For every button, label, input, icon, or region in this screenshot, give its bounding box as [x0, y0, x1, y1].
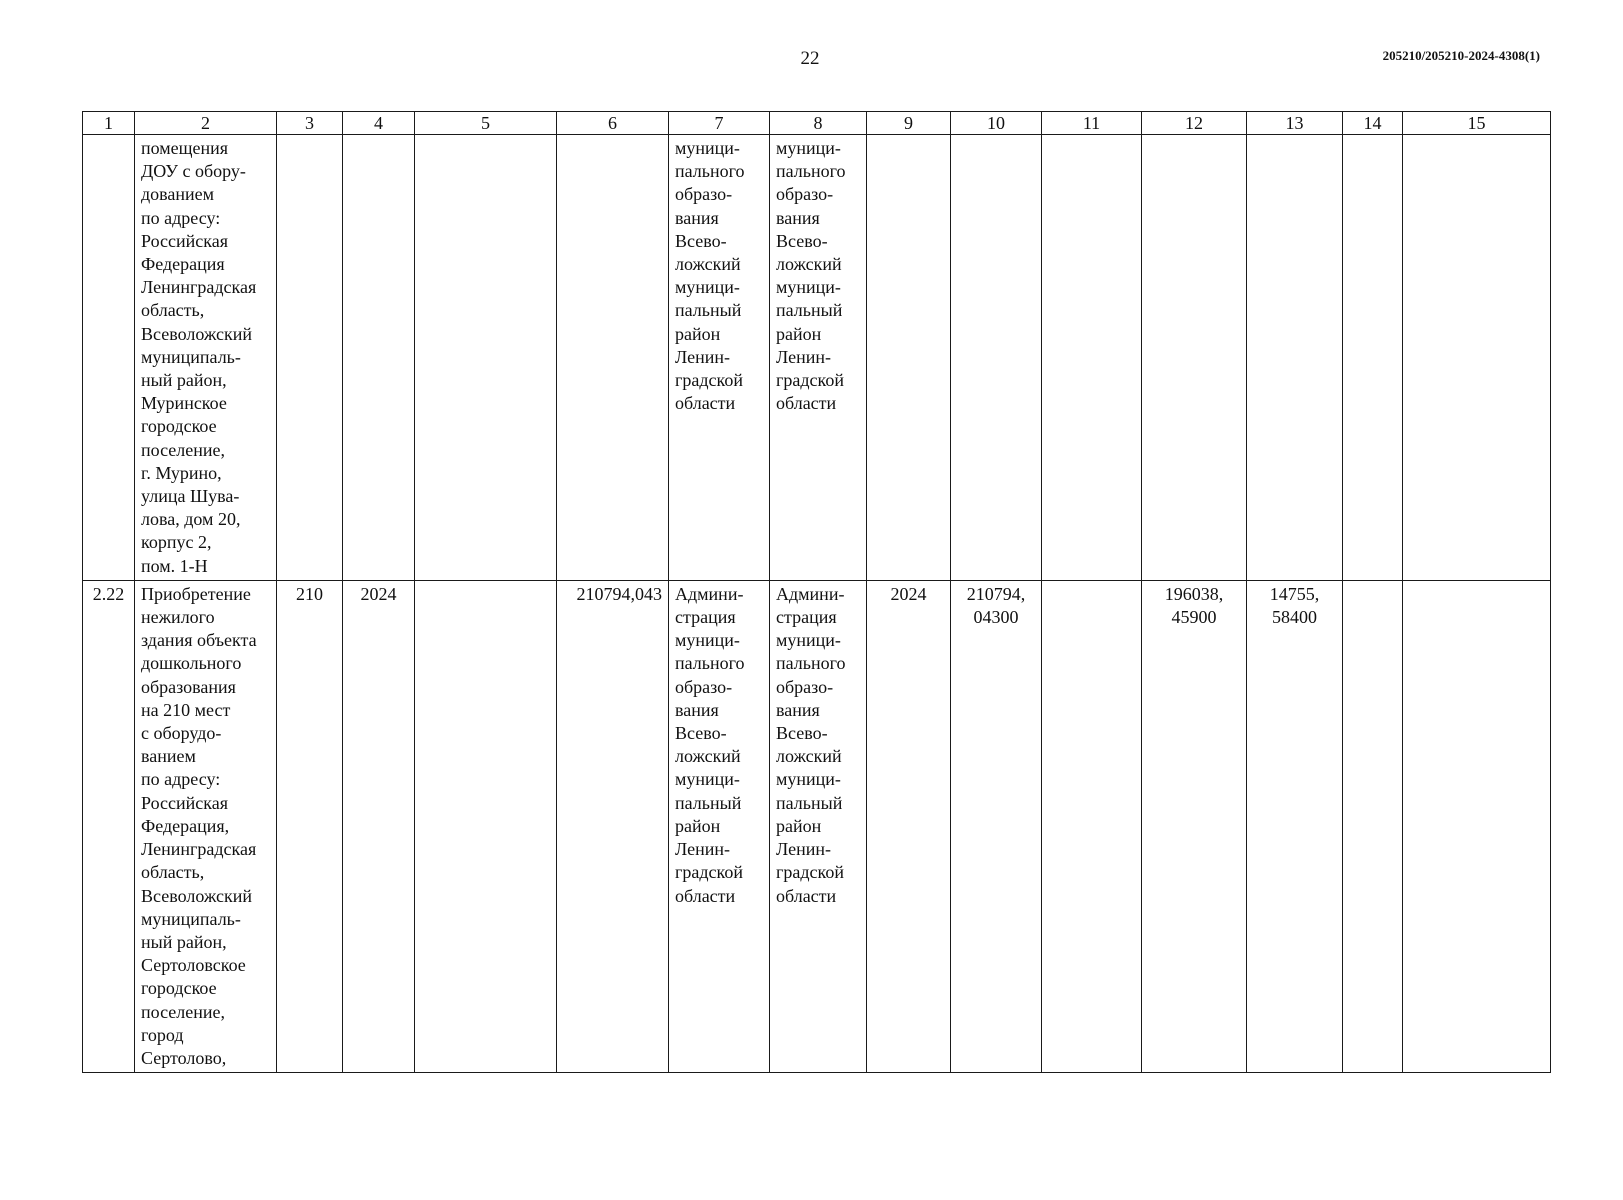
table-row-continuation	[83, 135, 1551, 581]
cell-description: помещения ДОУ с обору- дованием по адресу: Российская Федерация Ленинградская область, Всеволожский муниципаль- ный район, Муринское городское поселение, г. Мурино, улица Шува- лова, дом 20, корпус 2, пом. 1-Н	[135, 135, 277, 581]
cell-year-funding: 2024	[867, 580, 951, 1072]
page-number: 22	[800, 48, 820, 69]
cell-capacity	[277, 135, 343, 581]
header-cell-5: 5	[415, 112, 557, 135]
cell-col15	[1403, 580, 1551, 1072]
header-row	[83, 112, 1551, 135]
cell-col5	[415, 135, 557, 581]
cell-col13: 14755, 58400	[1247, 580, 1343, 1072]
cell-developer: Админи- страция муници- пального образо- вания Всево- ложский муници- пальный район Ленин- градской области	[770, 580, 867, 1072]
header-cell-2: 2	[135, 112, 277, 135]
cell-col5	[415, 580, 557, 1072]
cell-total	[951, 135, 1042, 581]
cell-developer: муници- пального образо- вания Всево- ложский муници- пальный район Ленин- градской области	[770, 135, 867, 581]
cell-year	[343, 135, 415, 581]
cell-cost: 210794,043	[557, 580, 669, 1072]
cell-col13	[1247, 135, 1343, 581]
cell-cost	[557, 135, 669, 581]
cell-year: 2024	[343, 580, 415, 1072]
cell-col14	[1343, 135, 1403, 581]
header-cell-4: 4	[343, 112, 415, 135]
cell-total: 210794, 04300	[951, 580, 1042, 1072]
header-cell-9: 9	[867, 112, 951, 135]
header-cell-3: 3	[277, 112, 343, 135]
header-cell-1: 1	[83, 112, 135, 135]
cell-capacity: 210	[277, 580, 343, 1072]
cell-number: 2.22	[83, 580, 135, 1072]
data-table	[82, 111, 1551, 1073]
cell-customer: Админи- страция муници- пального образо- вания Всево- ложский муници- пальный район Ленин- градской области	[669, 580, 770, 1072]
cell-col12	[1142, 135, 1247, 581]
cell-col11	[1042, 580, 1142, 1072]
cell-col15	[1403, 135, 1551, 581]
header-cell-15: 15	[1403, 112, 1551, 135]
header-cell-11: 11	[1042, 112, 1142, 135]
header-cell-7: 7	[669, 112, 770, 135]
header-cell-13: 13	[1247, 112, 1343, 135]
header-cell-14: 14	[1343, 112, 1403, 135]
cell-year-funding	[867, 135, 951, 581]
cell-col11	[1042, 135, 1142, 581]
header-cell-8: 8	[770, 112, 867, 135]
cell-customer: муници- пального образо- вания Всево- ложский муници- пальный район Ленин- градской области	[669, 135, 770, 581]
header-cell-10: 10	[951, 112, 1042, 135]
header-cell-12: 12	[1142, 112, 1247, 135]
header-cell-6: 6	[557, 112, 669, 135]
cell-number	[83, 135, 135, 581]
cell-description: Приобретение нежилого здания объекта дошкольного образования на 210 мест с оборудо- ванием по адресу: Российская Федерация, Ленинградская область, Всеволожский муниципаль- ный район, Сертоловское городское поселение, город Сертолово,	[135, 580, 277, 1072]
document-id: 205210/205210-2024-4308(1)	[1382, 48, 1540, 63]
cell-col14	[1343, 580, 1403, 1072]
cell-col12: 196038, 45900	[1142, 580, 1247, 1072]
table-row-2-22	[83, 580, 1551, 1072]
